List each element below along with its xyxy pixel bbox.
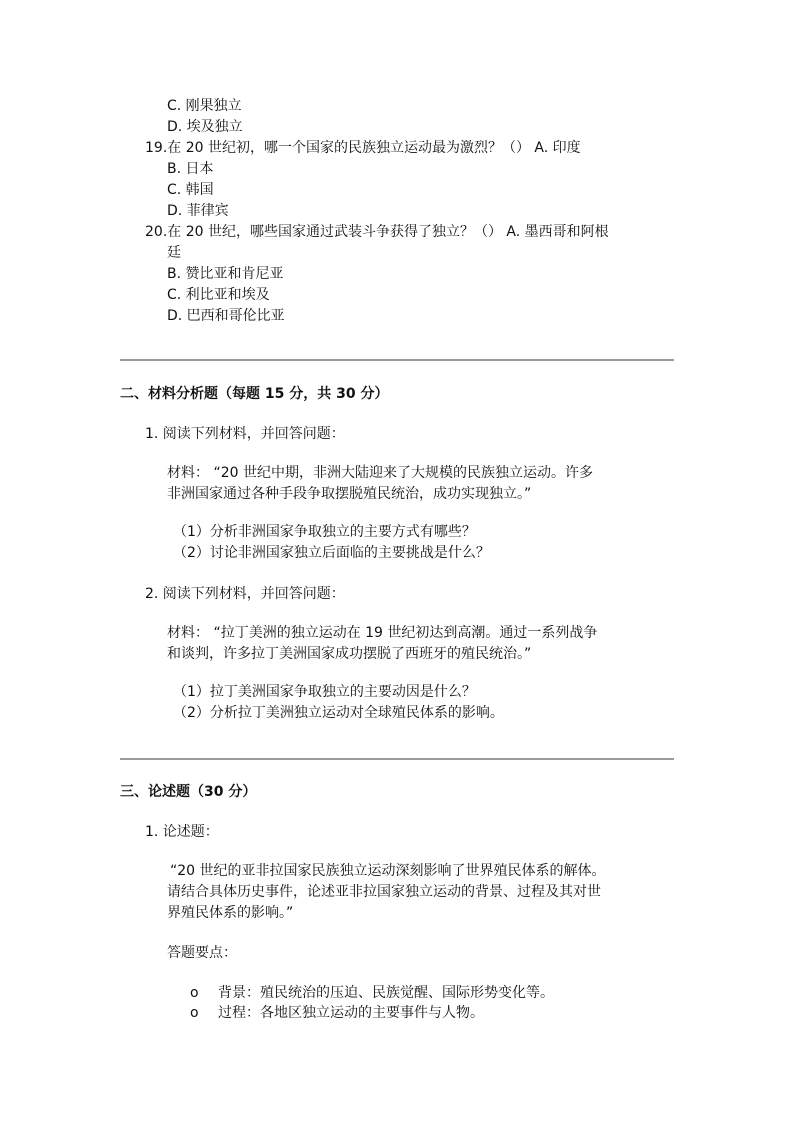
q19-option-d: D. 菲律宾 — [167, 203, 229, 219]
section-divider — [120, 758, 674, 760]
section3-points-label: 答题要点： — [167, 945, 237, 961]
section3-quote-3: 界殖民体系的影响。” — [167, 905, 294, 921]
q20-number: 20. — [145, 224, 168, 240]
section3-point-text: 背景：殖民统治的压迫、民族觉醒、国际形势变化等。 — [218, 985, 554, 1001]
q20-option-d: D. 巴西和哥伦比亚 — [167, 308, 285, 324]
section3-title: 三、论述题（30 分） — [120, 784, 257, 800]
section3-point-text: 过程：各地区独立运动的主要事件与人物。 — [218, 1005, 484, 1021]
section-divider — [120, 359, 674, 361]
section2-item2-label: 2. 阅读下列材料，并回答问题： — [145, 586, 345, 602]
section2-item1-label: 1. 阅读下列材料，并回答问题： — [145, 426, 345, 442]
section3-point — [190, 983, 554, 1003]
section2-item1-material-1: 材料： “20 世纪中期，非洲大陆迎来了大规模的民族独立运动。许多 — [167, 465, 593, 481]
section2-item2-material-1: 材料： “拉丁美洲的独立运动在 19 世纪初达到高潮。通过一系列战争 — [167, 625, 598, 641]
section2-item2-question-2: （2）分析拉丁美洲独立运动对全球殖民体系的影响。 — [173, 705, 504, 721]
q19-stem: 在 20 世纪初，哪一个国家的民族独立运动最为激烈？（） A. 印度 — [167, 140, 581, 156]
section2-item2-question-1: （1）拉丁美洲国家争取独立的主要动因是什么？ — [173, 684, 476, 700]
section3-quote-2: 请结合具体历史事件，论述亚非拉国家独立运动的背景、过程及其对世 — [167, 884, 601, 900]
q19-number: 19. — [145, 140, 168, 156]
bullet-icon: o — [190, 985, 199, 1001]
q20-stem-line — [145, 222, 609, 242]
q20-option-b: B. 赞比亚和肯尼亚 — [167, 266, 284, 282]
section2-item1-question-2: （2）讨论非洲国家独立后面临的主要挑战是什么？ — [173, 545, 490, 561]
q20-stem-1: 在 20 世纪，哪些国家通过武装斗争获得了独立？（） A. 墨西哥和阿根 — [167, 224, 609, 240]
q19-option-c: C. 韩国 — [167, 182, 214, 198]
q18-option-c: C. 刚果独立 — [167, 98, 242, 114]
q20-stem-2: 廷 — [167, 245, 181, 261]
section2-title: 二、材料分析题（每题 15 分，共 30 分） — [120, 386, 389, 402]
section3-quote-1: “20 世纪的亚非拉国家民族独立运动深刻影响了世界殖民体系的解体。 — [170, 863, 606, 879]
section3-item-label: 1. 论述题： — [145, 824, 219, 840]
section2-item2-material-2: 和谈判，许多拉丁美洲国家成功摆脱了西班牙的殖民统治。” — [167, 646, 532, 662]
section2-item1-material-2: 非洲国家通过各种手段争取摆脱殖民统治，成功实现独立。” — [167, 486, 532, 502]
q20-option-c: C. 利比亚和埃及 — [167, 287, 270, 303]
section2-item1-question-1: （1）分析非洲国家争取独立的主要方式有哪些？ — [173, 524, 476, 540]
section3-point — [190, 1003, 484, 1023]
q19-option-b: B. 日本 — [167, 161, 214, 177]
q19-stem-line — [145, 138, 581, 158]
bullet-icon: o — [190, 1005, 199, 1021]
q18-option-d: D. 埃及独立 — [167, 119, 243, 135]
